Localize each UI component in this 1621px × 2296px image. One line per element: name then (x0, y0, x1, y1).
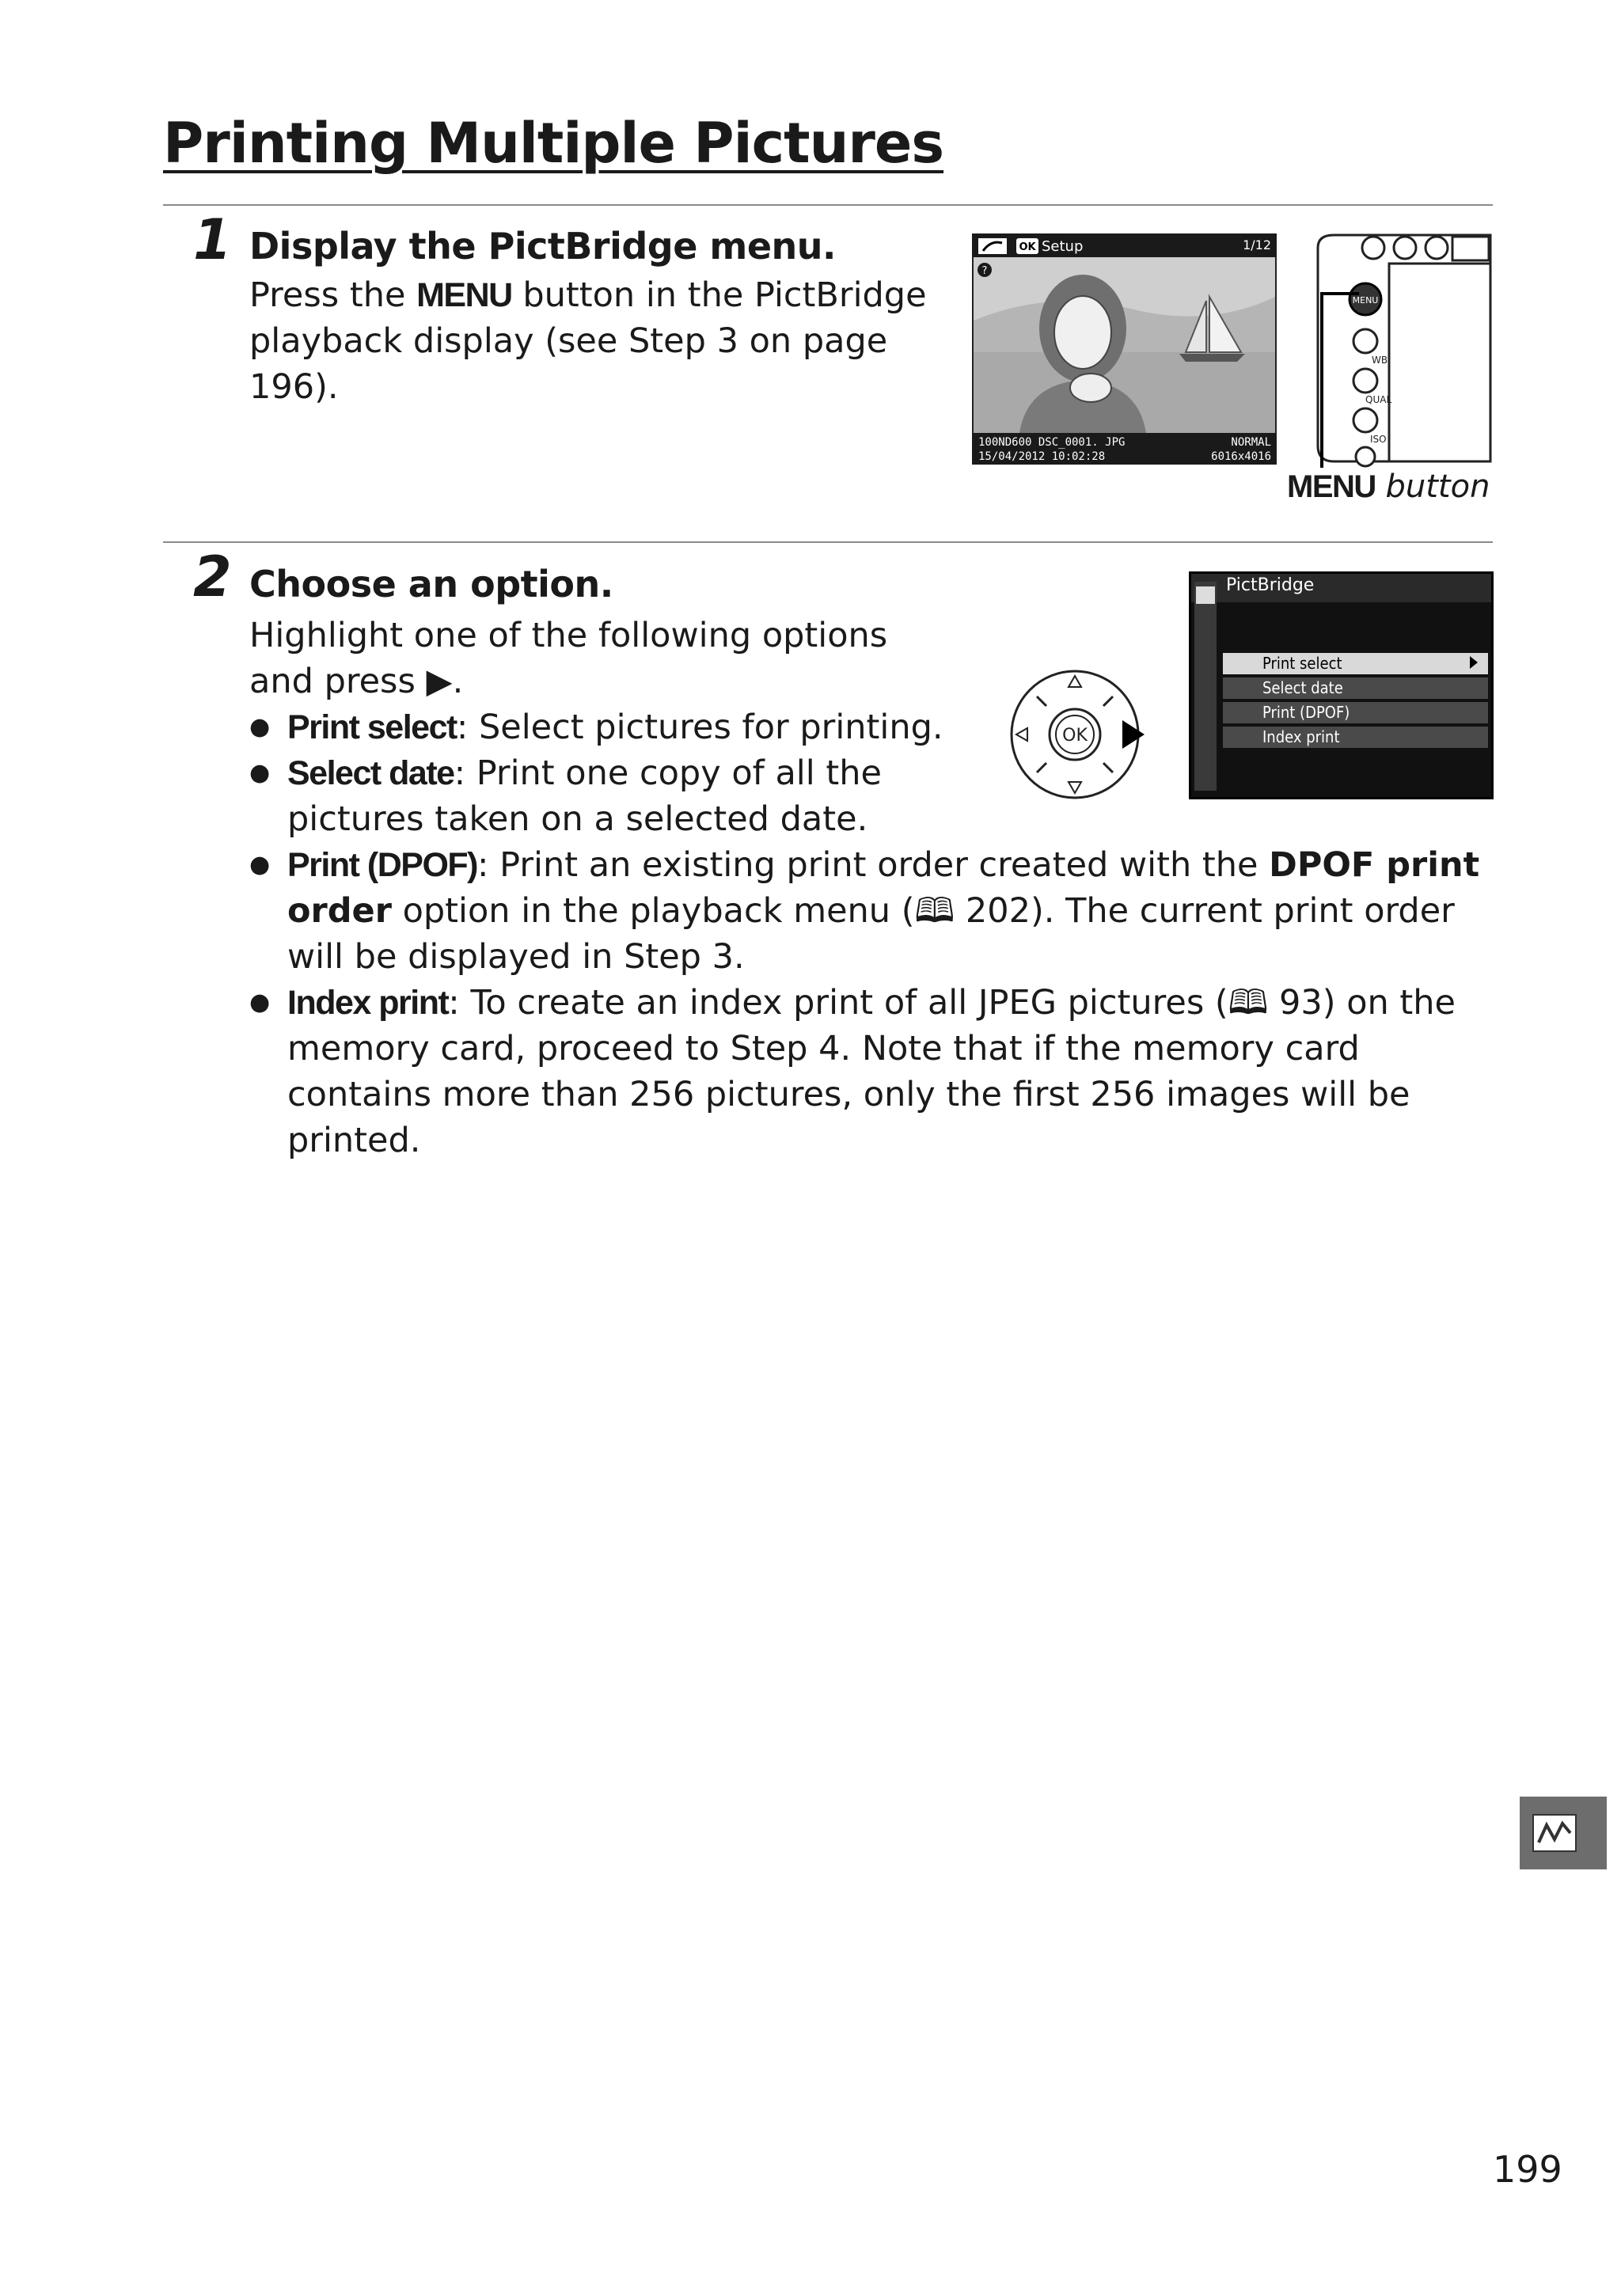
svg-text:MENU: MENU (1352, 295, 1379, 306)
frame-counter: 1/12 (1243, 237, 1271, 252)
page-number: 199 (1493, 2148, 1562, 2191)
svg-text:?: ? (981, 265, 988, 277)
term-select-date: Select date (287, 754, 454, 792)
bullet-item-print-dpof: ● Print (DPOF): Print an existing print order created with the DPOF print order option in the playback menu (🕮 202). The current print order will be displayed in Step 3. (249, 845, 1480, 977)
menu-item-index-print[interactable]: Index print (1223, 727, 1488, 748)
step-2-number: 2 (193, 545, 232, 609)
ok-tag: OK (1019, 241, 1036, 253)
section-tab (1520, 1797, 1607, 1869)
divider (163, 541, 1493, 543)
info-quality: NORMAL (1231, 436, 1271, 449)
menu-item-print-dpof[interactable]: Print (DPOF) (1223, 702, 1488, 723)
dpof-print-order-term: DPOF print order (287, 845, 1480, 931)
menu-arrow-icon (1470, 656, 1478, 669)
playback-screen (972, 233, 1277, 465)
connection-icon (1532, 1814, 1577, 1852)
term-print-dpof: Print (DPOF) (287, 846, 477, 884)
step-1-heading: Display the PictBridge menu. (249, 225, 837, 268)
term-print-select: Print select (287, 708, 457, 746)
setup-label: Setup (1042, 238, 1084, 255)
term-index-print: Index print (287, 984, 449, 1022)
ok-button-label: OK (1062, 726, 1088, 746)
bullet-item-print-select: ● Print select: Select pictures for printing. (249, 708, 943, 747)
bullet-item-select-date: ● Select date: Print one copy of all the pictures taken on a selected date. (249, 753, 882, 839)
info-file: 100ND600 DSC_0001. JPG (978, 436, 1126, 449)
menu-item-select-date[interactable]: Select date (1223, 677, 1488, 699)
multi-selector-illustration (1005, 665, 1148, 807)
book-icon: 🕮 (914, 891, 955, 931)
step-2-heading: Choose an option. (249, 563, 613, 605)
info-date: 15/04/2012 10:02:28 (978, 450, 1106, 463)
bullet-item-index-print: ● Index print: To create an index print of all JPEG pictures (🕮 93) on the memory card, proceed to Step 4. Note that if the memory card contains more than 256 pictures, only the first 256 images will be printed. (249, 983, 1456, 1160)
pictbridge-menu-screen (1189, 571, 1494, 799)
svg-text:QUAL: QUAL (1365, 394, 1392, 405)
menu-title: PictBridge (1226, 575, 1315, 595)
menu-button-caption: MENU button (1287, 469, 1490, 505)
divider (163, 204, 1493, 206)
step-1-body: Press the MENU button in the PictBridge playback display (see Step 3 on page 196). (249, 275, 927, 407)
pictbridge-icon (1196, 586, 1215, 604)
page-title: Printing Multiple Pictures (163, 111, 944, 176)
camera-back-illustration (1286, 232, 1494, 468)
svg-text:ISO: ISO (1370, 434, 1387, 445)
step-1-number: 1 (193, 207, 232, 272)
step-2-intro: Highlight one of the following options and press ▶. (249, 616, 888, 701)
info-size: 6016x4016 (1211, 450, 1271, 463)
book-icon: 🕮 (1228, 983, 1269, 1023)
menu-item-print-select[interactable]: Print select (1223, 653, 1488, 674)
menu-key-label: MENU (416, 276, 512, 314)
svg-text:WB: WB (1372, 355, 1388, 366)
